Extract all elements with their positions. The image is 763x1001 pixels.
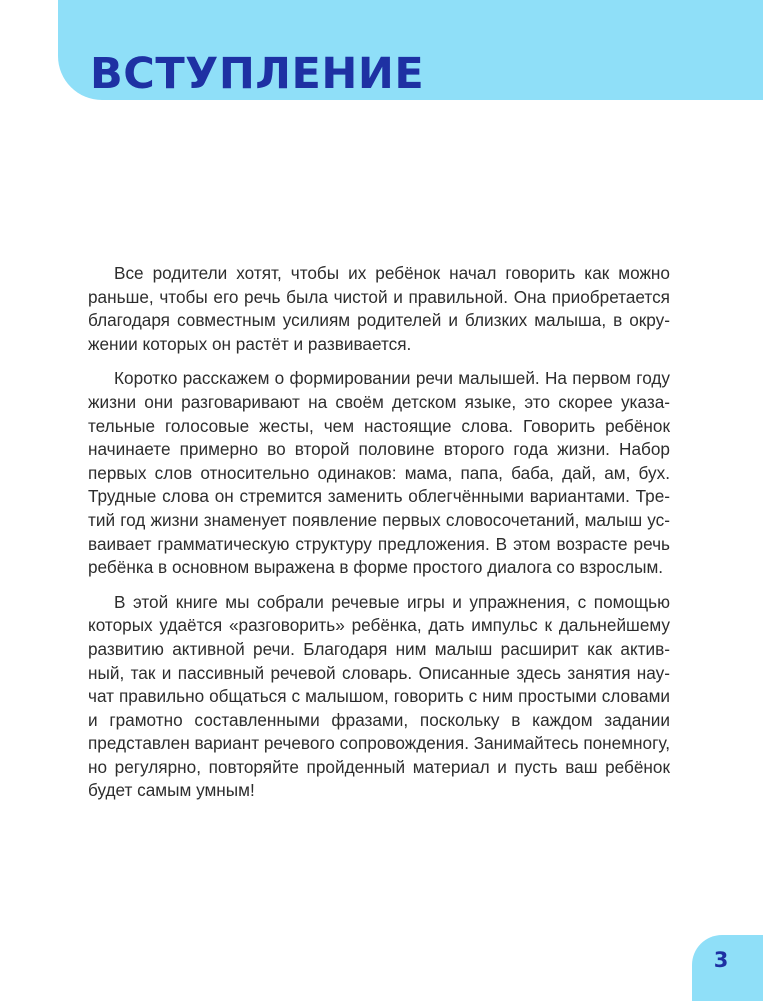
page-number-tab bbox=[692, 935, 763, 1001]
page-number: 3 bbox=[713, 948, 729, 972]
paragraph-3: В этой книге мы собрали речевые игры и упражнения, с помощью которых удаётся «разговорить» ребёнка, дать импульс к дальнейшему развитию активной речи. Благодаря ним малыш расширит как активный, так и пассивный речевой словарь. Описанные здесь занятия научат правильно общаться с малышом, говорить с ним простыми словами и грамотно составленными фразами, поскольку в каждом задании представлен вариант речевого сопровождения. Занимайтесь понемногу, но регулярно, повторяйте пройденный материал и пусть ваш ребёнок будет самым умным! bbox=[88, 591, 671, 801]
body-text bbox=[88, 262, 670, 814]
paragraph-1: Все родители хотят, чтобы их ребёнок начал говорить как можно раньше, чтобы его речь была чистой и правильной. Она приобретается благодаря совместным усилиям родителей и близких малыша, в окружении которых он растёт и развивается. bbox=[88, 263, 670, 354]
paragraph-2: Коротко расскажем о формировании речи малышей. На первом году жизни они разговаривают на своём детском языке, это скорее указательные голосовые жесты, чем настоящие слова. Говорить ребёнок начинаете примерно во второй половине второго года жизни. Набор первых слов относительно одинаков: мама, папа, баба, дай, ам, бух. Трудные слова он стремится заменить облегчёнными вариантами. Третий год жизни знаменует появление первых словосочетаний, малыш усваивает грамматическую структуру предложения. В этом возрасте речь ребёнка в основном выражена в форме простого диалога со взрослым. bbox=[88, 368, 670, 578]
page-title: ВСТУПЛЕНИЕ bbox=[90, 49, 425, 99]
